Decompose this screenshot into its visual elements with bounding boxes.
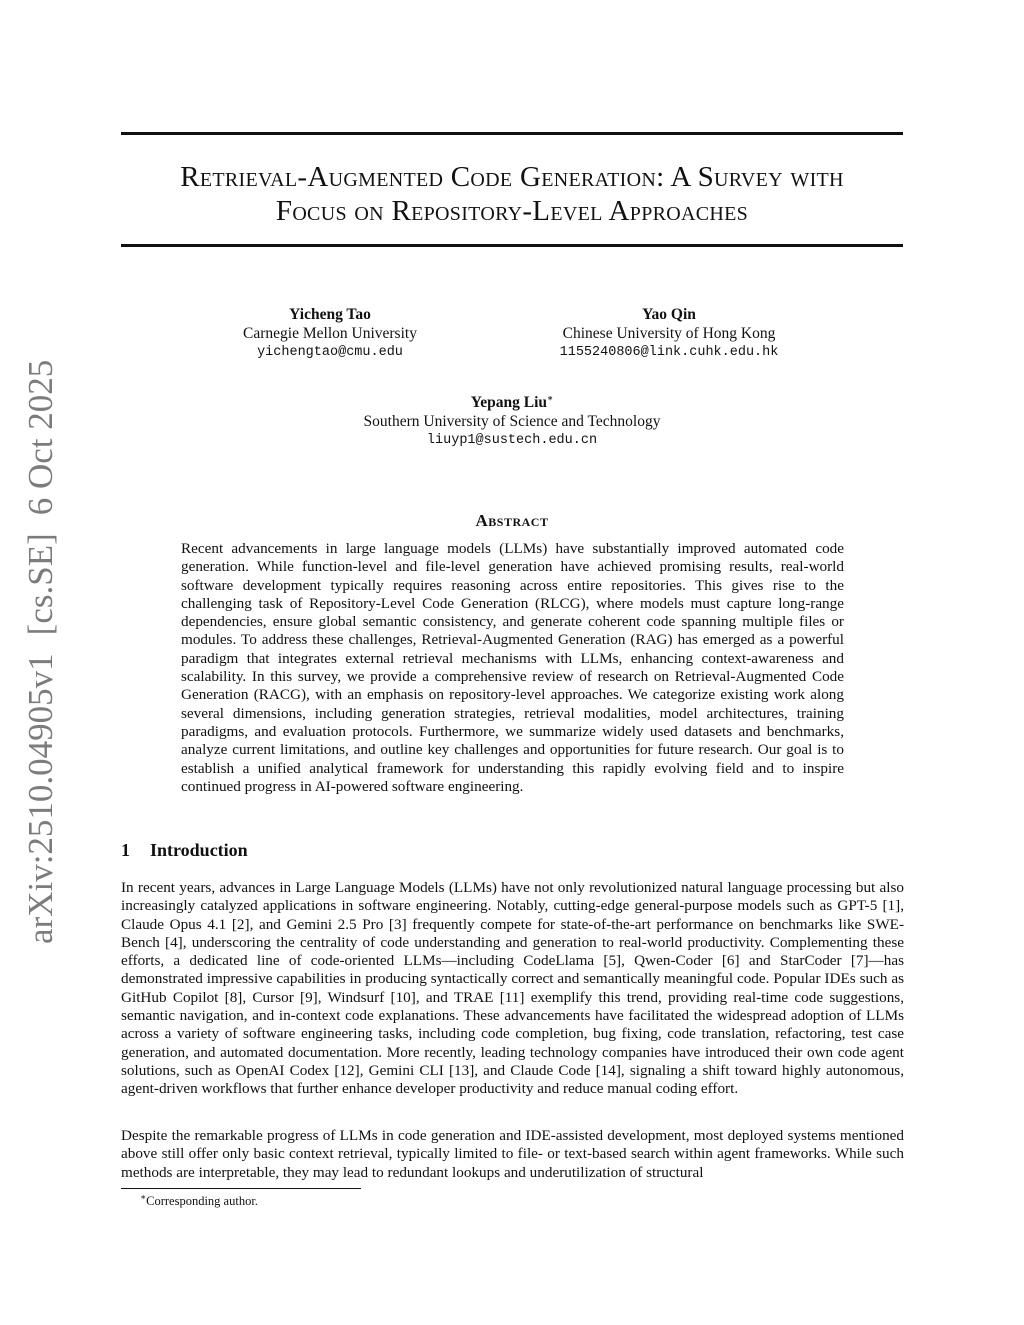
author-affiliation: Chinese University of Hong Kong xyxy=(562,325,776,342)
author-affiliation: Southern University of Science and Technology xyxy=(363,413,661,431)
corresponding-marker[interactable]: ∗ xyxy=(547,393,554,403)
author-name: Yepang Liu xyxy=(470,394,548,412)
footnote-marker: ∗ xyxy=(140,1192,147,1202)
author-block xyxy=(312,389,712,450)
section-number: 1 xyxy=(121,840,130,860)
footnote xyxy=(140,1192,258,1209)
paper-title-line-2: Focus on Repository-Level Approaches xyxy=(275,195,749,227)
arxiv-category: [cs.SE] xyxy=(21,533,60,636)
author-email[interactable]: 1155240806@link.cuhk.edu.hk xyxy=(559,345,779,360)
footnote-rule xyxy=(121,1188,361,1189)
author-block xyxy=(220,305,440,362)
author-name: Yao Qin xyxy=(642,306,696,323)
section-heading xyxy=(121,840,248,861)
paragraph: Despite the remarkable progress of LLMs in code generation and IDE-assisted development, most deployed systems mentioned above still offer only basic context retrieval, typically limited to file- or text-based search within agent frameworks. While such methods are interpretable, they may lead to redundant lookups and underutilization of structural xyxy=(121,1127,904,1181)
title-rule-top xyxy=(121,132,903,135)
paragraph: In recent years, advances in Large Language Models (LLMs) have not only revolutionized natural language processing but also increasingly catalyzed applications in software engineering. Notably, cutting-edge general-purpose models such as GPT-5 [1], Claude Opus 4.1 [2], and Gemini 2.5 Pro [3] frequently compete for state-of-the-art performance on benchmarks like SWE-Bench [4], underscoring the centrality of code understanding and generation to real-world productivity. Complementing these efforts, a dedicated line of code-oriented LLMs—including CodeLlama [5], Qwen-Coder [6] and StarCoder [7]—has demonstrated impressive capabilities in producing syntactically correct and semantically meaningful code. Popular IDEs such as GitHub Copilot [8], Cursor [9], Windsurf [10], and TRAE [11] exemplify this trend, providing real-time code suggestions, semantic navigation, and in-context code explanations. These advancements have facilitated the widespread adoption of LLMs across a variety of software engineering tasks, including code completion, bug fixing, code translation, refactoring, test case generation, and automated documentation. More recently, leading technology companies have introduced their own code agent solutions, such as OpenAI Codex [12], Gemini CLI [13], and Claude Code [14], signaling a shift toward highly autonomous, agent-driven workflows that further enhance developer productivity and reduce manual coding effort. xyxy=(121,879,904,1098)
author-email[interactable]: yichengtao@cmu.edu xyxy=(257,345,403,360)
arxiv-id: arXiv:2510.04905v1 xyxy=(21,653,60,944)
author-email[interactable]: liuyp1@sustech.edu.cn xyxy=(426,433,598,449)
arxiv-stamp xyxy=(17,359,65,944)
abstract-heading: Abstract xyxy=(475,511,549,530)
author-name-row xyxy=(312,389,712,412)
paper-title xyxy=(121,160,903,228)
abstract-text: Recent advancements in large language models (LLMs) have substantially improved automated code generation. While function-level and file-level generation have achieved promising results, real-world software development typically requires reasoning across entire repositories. This gives rise to the challenging task of Repository-Level Code Generation (RLCG), where models must capture long-range dependencies, ensure global semantic consistency, and generate coherent code spanning multiple files or modules. To address these challenges, Retrieval-Augmented Generation (RAG) has emerged as a powerful paradigm that integrates external retrieval mechanisms with LLMs, enhancing context-awareness and scalability. In this survey, we provide a comprehensive review of research on Retrieval-Augmented Code Generation (RACG), with an emphasis on repository-level approaches. We categorize existing work along several dimensions, including generation strategies, retrieval modalities, model architectures, training paradigms, and evaluation protocols. Furthermore, we summarize widely used datasets and benchmarks, analyze current limitations, and outline key challenges and opportunities for future research. Our goal is to establish a unified analytical framework for understanding this rapidly evolving field and to inspire continued progress in AI-powered software engineering. xyxy=(181,540,844,795)
arxiv-date: 6 Oct 2025 xyxy=(21,359,60,516)
author-name: Yicheng Tao xyxy=(289,306,371,323)
paper-title-line-1: Retrieval-Augmented Code Generation: A Survey with xyxy=(180,161,844,193)
author-affiliation: Carnegie Mellon University xyxy=(243,325,417,342)
author-block xyxy=(530,305,808,362)
section-title: Introduction xyxy=(150,840,248,860)
footnote-text: Corresponding author. xyxy=(146,1194,258,1209)
title-rule-bottom xyxy=(121,244,903,247)
